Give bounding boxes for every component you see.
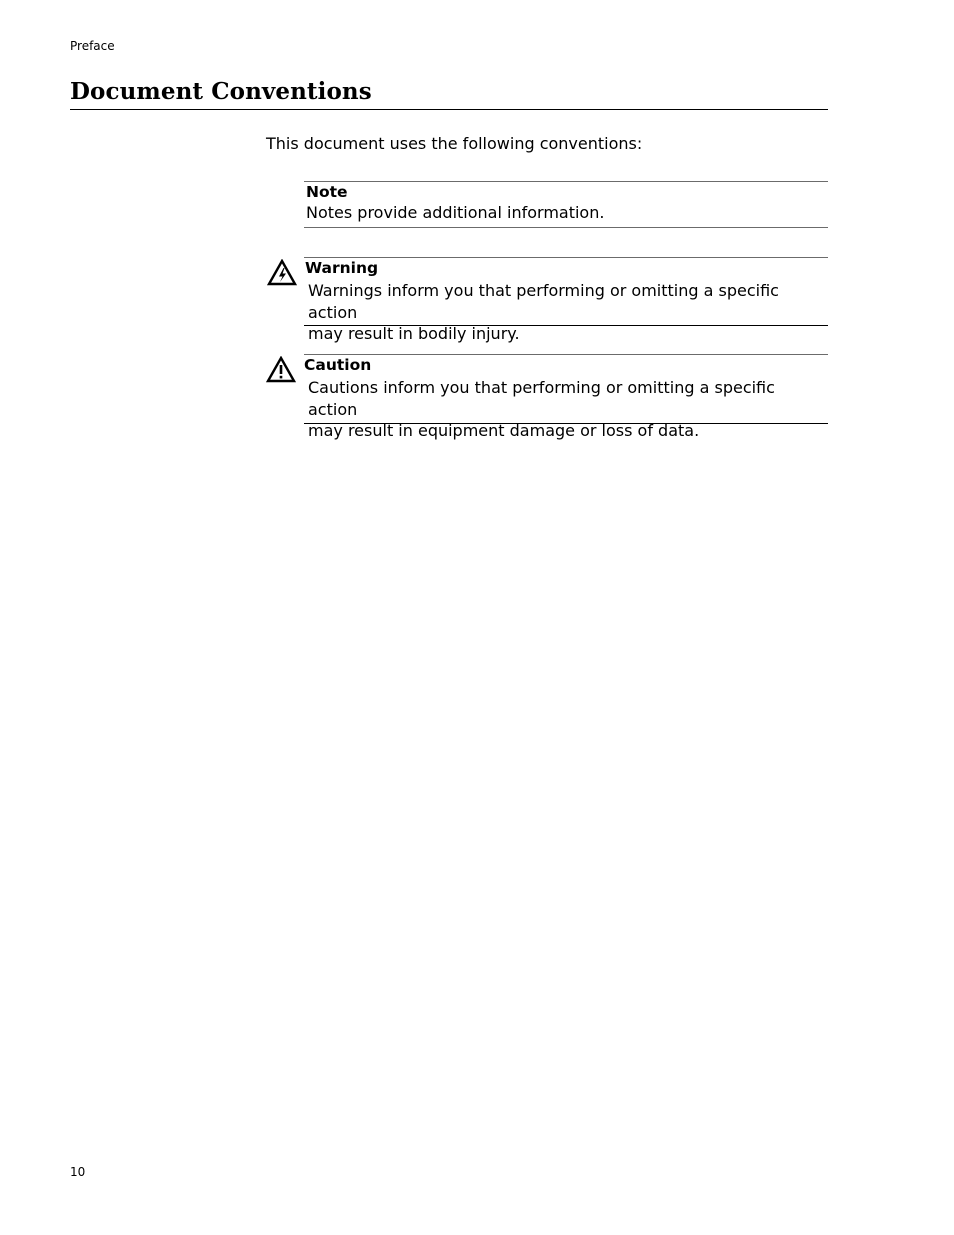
page-title: Document Conventions (70, 78, 372, 105)
running-header: Preface (70, 39, 115, 53)
electrical-hazard-warning-icon (267, 259, 297, 286)
note-top-rule (304, 181, 828, 182)
warning-label: Warning (305, 259, 379, 277)
warning-text (308, 280, 828, 345)
warning-top-rule (304, 257, 828, 258)
caution-top-rule (304, 354, 828, 355)
caution-text (308, 377, 828, 442)
intro-text: This document uses the following conventions: (266, 134, 643, 153)
note-bottom-rule (304, 227, 828, 228)
caution-text-line: may result in equipment damage or loss of data. (308, 421, 700, 440)
note-label: Note (306, 183, 348, 201)
warning-text-line: Warnings inform you that performing or omitting a specific action (308, 281, 779, 322)
title-rule (70, 109, 828, 110)
page-number: 10 (70, 1165, 86, 1179)
caution-label: Caution (304, 356, 372, 374)
note-text: Notes provide additional information. (306, 203, 605, 222)
caution-bottom-rule (304, 423, 828, 424)
warning-text-line: may result in bodily injury. (308, 324, 520, 343)
caution-text-line: Cautions inform you that performing or omitting a specific action (308, 378, 775, 419)
exclamation-caution-icon (266, 356, 296, 383)
warning-bottom-rule (304, 325, 828, 326)
